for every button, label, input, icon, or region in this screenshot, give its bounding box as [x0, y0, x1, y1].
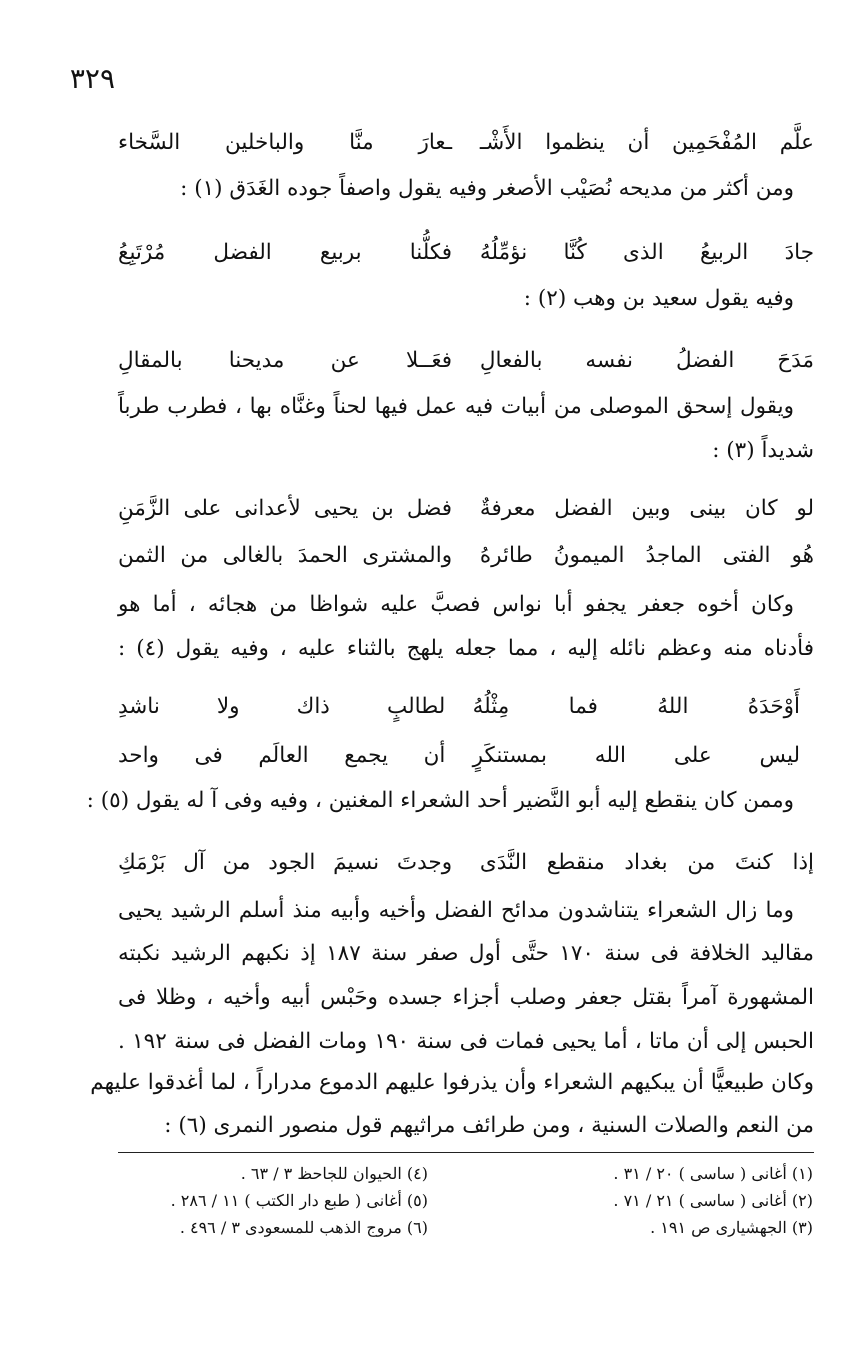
paragraph-line-1: وما زال الشعراء يتناشدون مدائح الفضل وأخيه وأبيه منذ أسلم الرشيد يحيى: [118, 898, 794, 923]
verse-6: [118, 692, 814, 722]
footnote-1: (١) أغانى ( ساسى ) ٢٠ / ٣١ .: [613, 1164, 813, 1183]
paragraph-line-3: المشهورة آمراً بقتل جعفر وصلب أجزاء جسده وحَبْس أبيه وأخيه ، وظلا فى: [118, 985, 814, 1010]
verse-8: [118, 848, 814, 878]
paragraph-line-5: وكان طبيعيًّا أن يبكيهم الشعراء وأن يذرفوا عليهم الدموع مدراراً ، لما أغدقوا عليهم: [90, 1070, 814, 1095]
verse-3-second-hemistich: فعَــلا عن مديحنا بالمقالِ: [118, 348, 453, 373]
prose-line-1: ومن أكثر من مديحه نُصَيْب الأصغر وفيه يقول واصفاً جوده الغَدَق (١) :: [180, 176, 794, 201]
paragraph-line-6: من النعم والصلات السنية ، ومن طرائف مراثيهم قول منصور النمرى (٦) :: [164, 1113, 814, 1138]
prose-line-5: وكان أخوه جعفر يجفو أبا نواس فصبَّ عليه شواظا من هجائه ، أما هو: [118, 592, 794, 617]
verse-1-first-hemistich: علَّم المُفْحَمِين أن ينظموا الأَشْـ: [479, 130, 814, 155]
verse-6-second-hemistich: لطالبٍ ذاك ولا ناشدِ: [118, 694, 446, 719]
verse-3: [118, 346, 814, 376]
prose-line-4: شديداً (٣) :: [712, 438, 814, 463]
footnote-3: (٣) الجهشيارى ص ١٩١ .: [650, 1218, 813, 1237]
verse-8-second-hemistich: وجدتَ نسيمَ الجود من آل بَرْمَكِ: [118, 850, 453, 875]
verse-2: [118, 238, 814, 268]
prose-line-3: ويقول إسحق الموصلى من أبيات فيه عمل فيها لحناً وغنَّاه بها ، فطرب طرباً: [118, 394, 794, 419]
footnote-divider: [118, 1152, 814, 1153]
prose-line-2: وفيه يقول سعيد بن وهب (٢) :: [523, 286, 794, 311]
verse-5: [118, 541, 814, 571]
verse-4-first-hemistich: لو كان بينى وبين الفضل معرفةٌ: [479, 496, 814, 521]
prose-line-6: فأدناه منه وعظم نائله إليه ، مما جعله يلهج بالثناء عليه ، وفيه يقول (٤) :: [118, 636, 814, 661]
verse-4: [118, 494, 814, 524]
verse-1-second-hemistich: ـعارَ منَّا والباخلين السَّخاء: [118, 130, 453, 155]
prose-line-7: وممن كان ينقطع إليه أبو النَّضير أحد الشعراء المغنين ، وفيه وفى آ له يقول (٥) :: [86, 788, 794, 813]
verse-4-second-hemistich: فضل بن يحيى لأعدانى على الزَّمَنِ: [118, 496, 453, 521]
verse-6-first-hemistich: أَوْحَدَهُ اللهُ فما مِثْلُهُ: [472, 694, 800, 719]
paragraph-line-4: الحبس إلى أن ماتا ، أما يحيى فمات فى سنة ١٩٠ ومات الفضل فى سنة ١٩٢ .: [118, 1029, 814, 1054]
verse-8-first-hemistich: إذا كنتَ من بغداد منقطع النَّدَى: [479, 850, 814, 875]
footnote-4: (٤) الحيوان للجاحظ ٣ / ٦٣ .: [240, 1164, 428, 1183]
paragraph-line-2: مقاليد الخلافة فى سنة ١٧٠ حتَّى أول صفر سنة ١٨٧ إذ نكبهم الرشيد نكبته: [118, 941, 814, 966]
verse-1: [118, 128, 814, 158]
verse-5-first-hemistich: هُو الفتى الماجدُ الميمونُ طائرهُ: [479, 543, 814, 568]
footnote-5: (٥) أغانى ( طبع دار الكتب ) ١١ / ٢٨٦ .: [170, 1191, 428, 1210]
verse-7: [118, 741, 814, 771]
verse-2-first-hemistich: جادَ الربيعُ الذى كُنَّا نؤمِّلُهُ: [479, 240, 814, 265]
footnote-2: (٢) أغانى ( ساسى ) ٢١ / ٧١ .: [613, 1191, 813, 1210]
footnote-6: (٦) مروج الذهب للمسعودى ٣ / ٤٩٦ .: [179, 1218, 428, 1237]
page-number: ٣٢٩: [69, 62, 115, 95]
verse-3-first-hemistich: مَدَحَ الفضلُ نفسه بالفعالِ: [479, 348, 814, 373]
verse-7-first-hemistich: ليس على الله بمستنكَرٍ: [472, 743, 800, 768]
verse-7-second-hemistich: أن يجمع العالَم فى واحد: [118, 743, 446, 768]
verse-5-second-hemistich: والمشترى الحمدَ بالغالى من الثمن: [118, 543, 453, 568]
verse-2-second-hemistich: فكلُّنا بربيع الفضل مُرْتَبِعُ: [118, 240, 453, 265]
